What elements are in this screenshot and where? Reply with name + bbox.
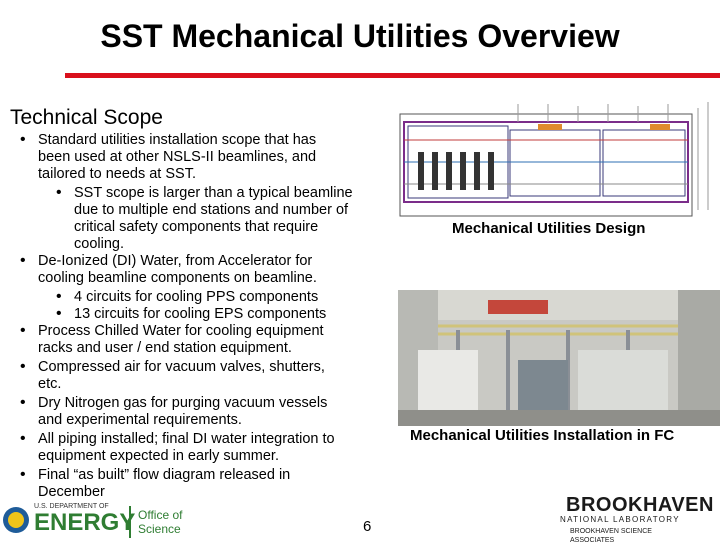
bullet-line: been used at other NSLS-II beamlines, and (38, 149, 317, 165)
doe-dept-text: U.S. DEPARTMENT OF (34, 503, 109, 510)
scope-bullet (24, 395, 384, 429)
doe-science-text: Science (138, 522, 181, 536)
installation-caption: Mechanical Utilities Installation in FC (410, 427, 675, 444)
bullet-line: racks and user / end station equipment. (38, 340, 292, 356)
bullet-line: cooling beamline components on beamline. (38, 270, 317, 286)
installation-photo (398, 290, 720, 426)
scope-bullet (24, 323, 384, 357)
bnl-bsa-text: BROOKHAVEN SCIENCE ASSOCIATES (570, 528, 652, 544)
bullet-line: and experimental requirements. (38, 412, 242, 428)
scope-heading: Technical Scope (10, 106, 163, 129)
scope-bullet-list (24, 132, 384, 503)
scope-bullet (24, 467, 384, 501)
scope-sub-bullet (24, 289, 384, 306)
bullet-line: critical safety components that require (74, 219, 319, 235)
scope-bullet (24, 359, 384, 393)
title-underline (65, 73, 720, 78)
bullet-line: • SST scope is larger than a typical beamline (74, 185, 353, 201)
scope-bullet (24, 431, 384, 465)
bullet-line: • All piping installed; final DI water integration to (38, 431, 335, 447)
scope-sub-bullet (24, 185, 384, 253)
bullet-line: • Standard utilities installation scope that has (38, 132, 317, 148)
scope-sub-bullet (24, 306, 384, 323)
bullet-line: • Dry Nitrogen gas for purging vacuum vessels (38, 395, 328, 411)
slide-title: SST Mechanical Utilities Overview (100, 18, 620, 54)
bullet-line: • 4 circuits for cooling PPS components (74, 289, 319, 305)
bullet-line: • Process Chilled Water for cooling equipment (38, 323, 324, 339)
bullet-line: equipment expected in early summer. (38, 448, 279, 464)
bnl-lab-text: NATIONAL LABORATORY (560, 515, 680, 524)
doe-logo (0, 500, 200, 540)
scope-bullet (24, 253, 384, 287)
bullet-line: December (38, 484, 105, 500)
mechanical-design-drawing (398, 100, 718, 218)
doe-energy-text: ENERGY (34, 509, 136, 536)
bullet-line: tailored to needs at SST. (38, 166, 196, 182)
bullet-line: • 13 circuits for cooling EPS components (74, 306, 327, 322)
bullet-line: • Compressed air for vacuum valves, shutters, (38, 359, 325, 375)
bnl-logo (560, 494, 720, 544)
scope-bullet (24, 132, 384, 183)
bullet-line: • De-Ionized (DI) Water, from Accelerator for (38, 253, 313, 269)
bnl-name-text: BROOKHAVEN (566, 494, 714, 516)
doe-office-text: Office of (138, 508, 183, 522)
design-caption: Mechanical Utilities Design (452, 220, 646, 237)
bullet-line: etc. (38, 376, 62, 392)
page-number: 6 (363, 518, 372, 535)
bullet-line: due to multiple end stations and number of (74, 202, 349, 218)
bullet-line: • Final “as built” flow diagram released in (38, 467, 291, 483)
bullet-line: cooling. (74, 236, 124, 252)
